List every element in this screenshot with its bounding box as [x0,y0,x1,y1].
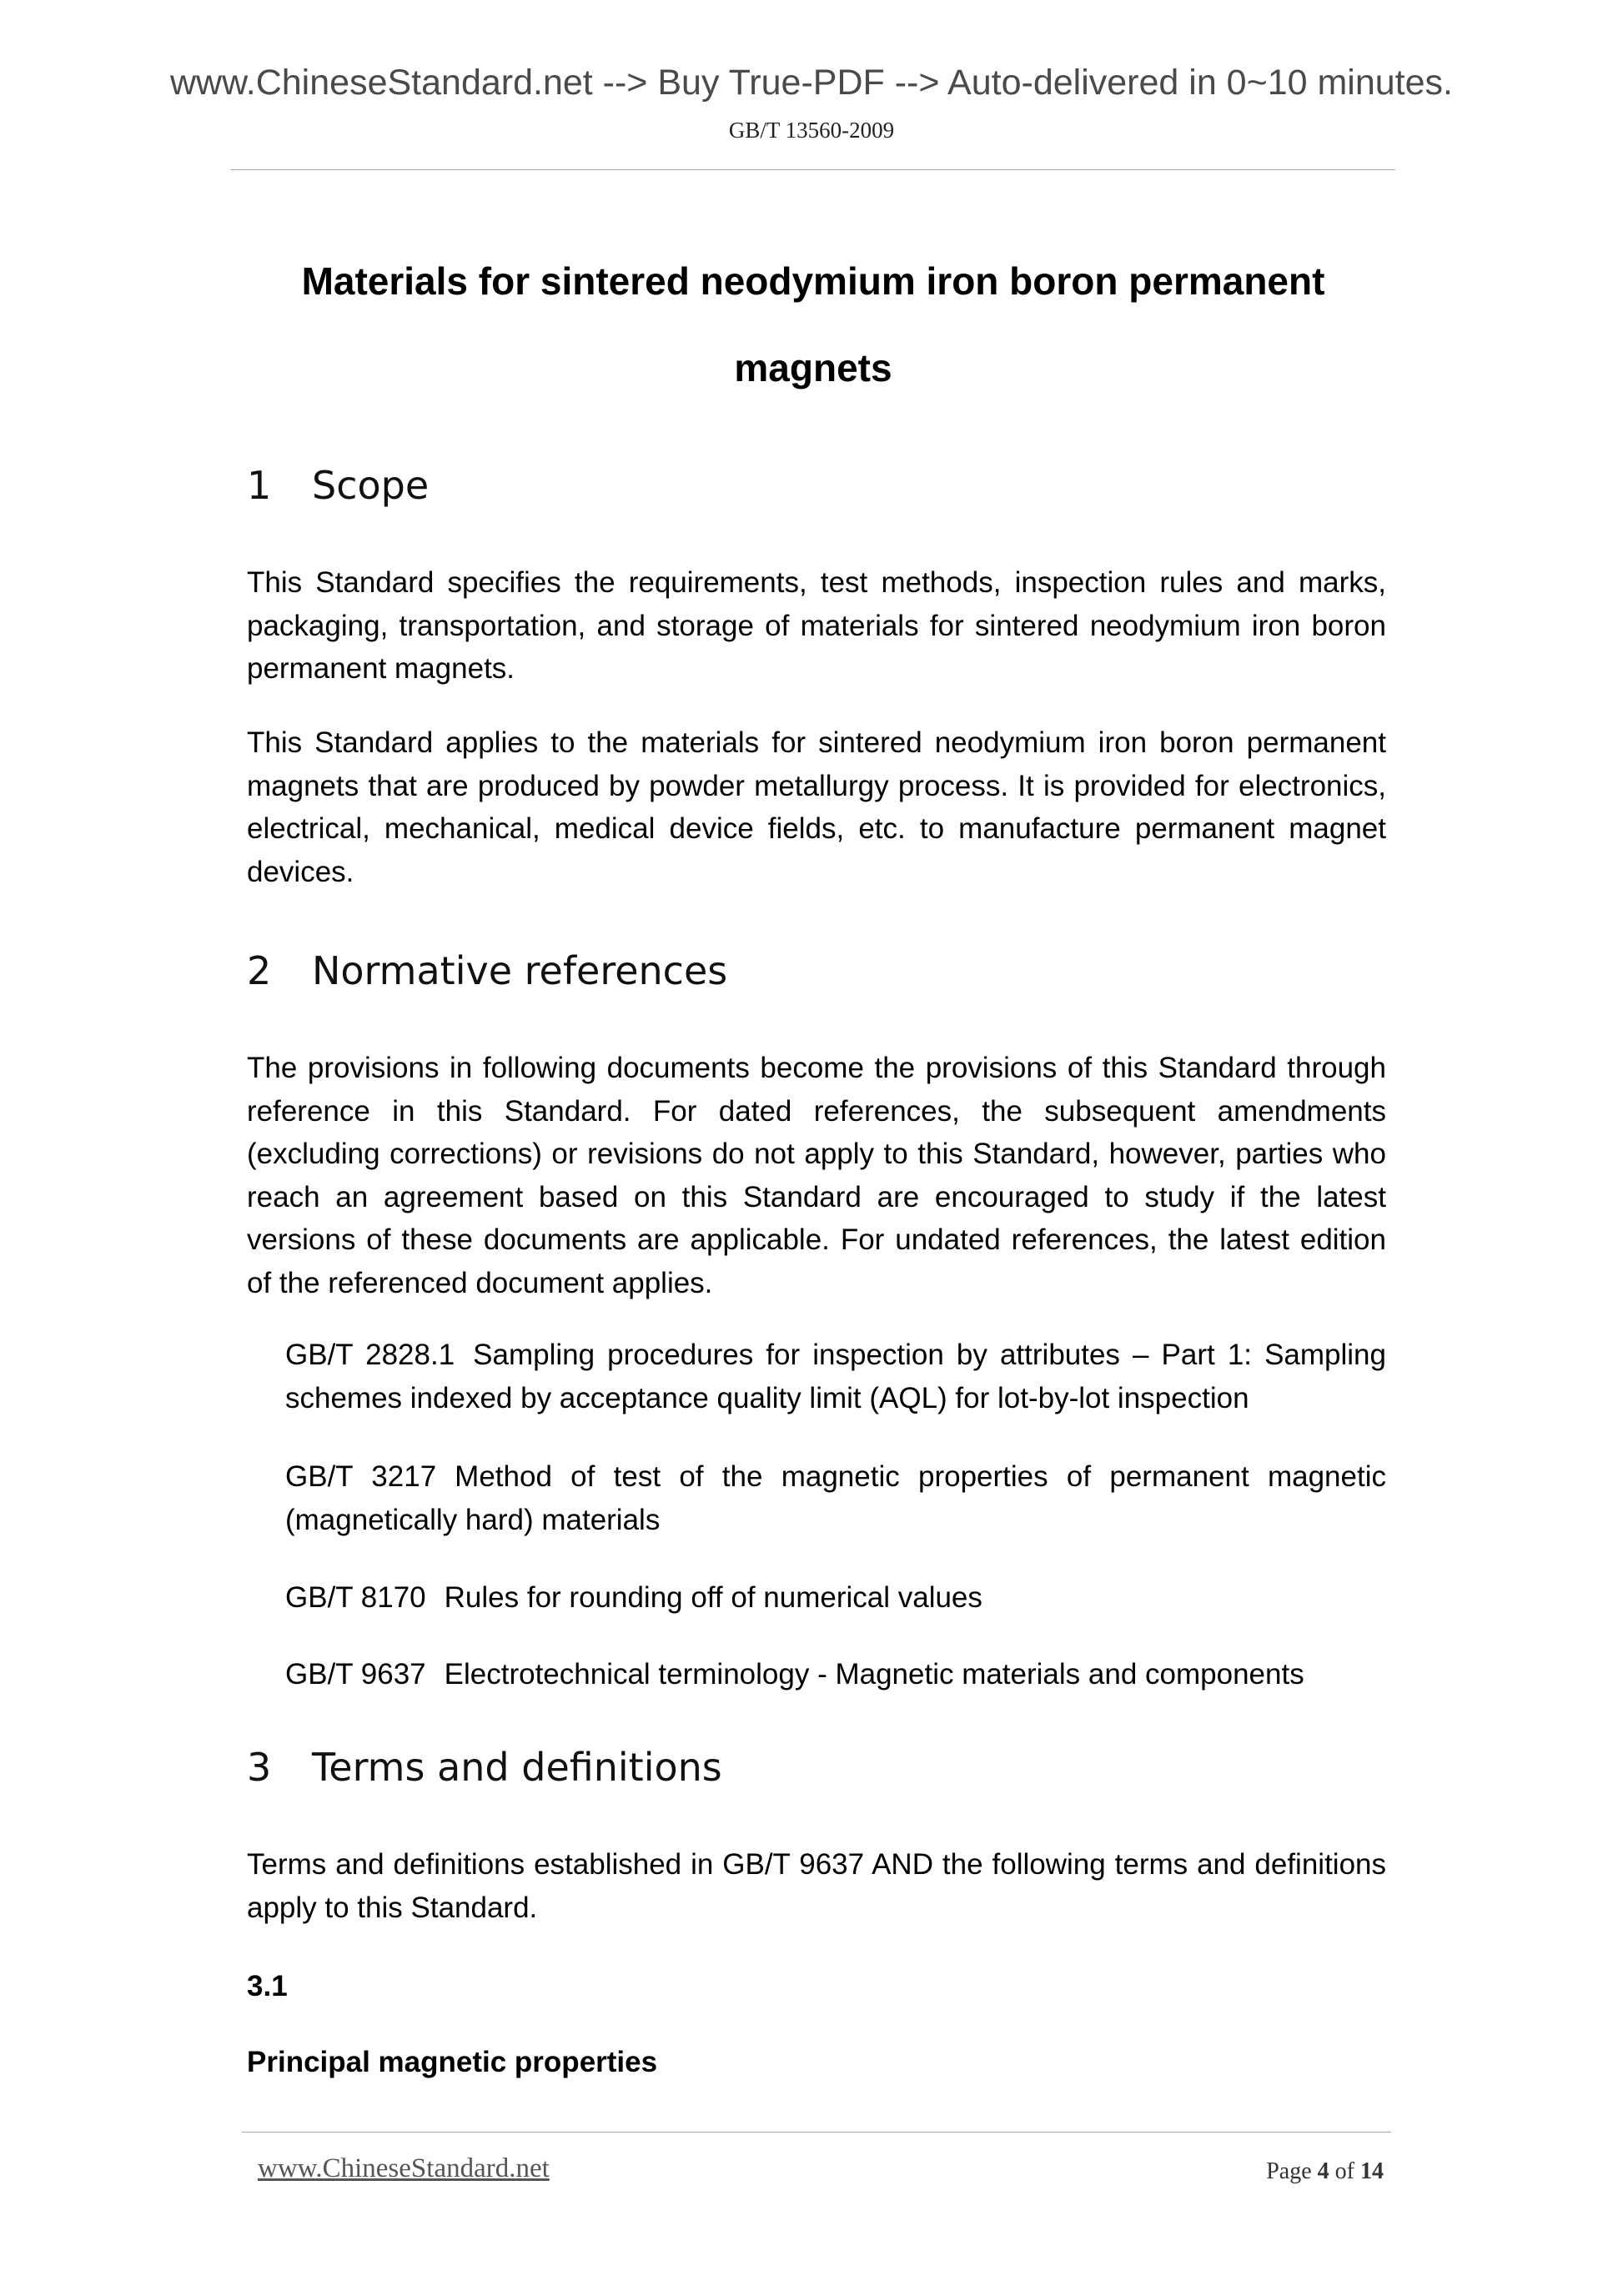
scope-paragraph-1: This Standard specifies the requirements, test methods, inspection rules and marks, packaging, transportation, and storage of materials for sintered neodymium iron boron permanent magnets. [247,566,1386,685]
section-heading-normative-references [247,948,728,993]
reference-item [285,1455,1386,1541]
reference-item [285,1576,1386,1620]
site-banner: www.ChineseStandard.net --> Buy True-PDF --> Auto-delivered in 0~10 minutes. [169,63,1453,103]
reference-title: Method of test of the magnetic properties of permanent magnetic (magnetically hard) materials [285,1460,1386,1536]
page-current: 4 [1317,2158,1329,2184]
footer-divider [242,2132,1391,2133]
page-indicator [1266,2160,1384,2183]
reference-title: Electrotechnical terminology - Magnetic materials and components [444,1658,1304,1691]
reference-code: GB/T 3217 [285,1460,437,1493]
reference-title: Rules for rounding off of numerical values [444,1581,982,1614]
subsection-term: Principal magnetic properties [247,2046,658,2078]
reference-code: GB/T 2828.1 [285,1339,455,1371]
subsection-number: 3.1 [247,1970,288,2002]
reference-code: GB/T 9637 [285,1658,426,1691]
document-title-line-2: magnets [734,346,892,389]
page-of: of [1334,2158,1354,2184]
section-heading-scope [247,463,430,508]
terms-paragraph: Terms and definitions established in GB/T 9637 AND the following terms and definitions apply to this Standard. [247,1848,1386,1924]
reference-title: Sampling procedures for inspection by attributes – Part 1: Sampling schemes indexed by acceptance quality limit (AQL) for lot-by-lot inspection [285,1339,1386,1414]
section-number: 3 [247,1745,272,1790]
normative-references-paragraph: The provisions in following documents become the provisions of this Standard through reference in this Standard. For dated references, the subsequent amendments (excluding corrections) or revisions do not apply to this Standard, however, parties who reach an agreement based on this Standard are encouraged to study if the latest versions of these documents are applicable. For undated references, the latest edition of the referenced document applies. [247,1052,1386,1299]
footer-site-link[interactable]: www.ChineseStandard.net [258,2153,550,2183]
section-number: 1 [247,463,272,508]
header-divider [231,169,1395,170]
reference-item [285,1334,1386,1419]
document-title-line-1: Materials for sintered neodymium iron boron permanent [301,259,1325,303]
page-label: Page [1266,2158,1312,2184]
section-heading-terms-and-definitions [247,1745,722,1790]
reference-code: GB/T 8170 [285,1581,426,1614]
section-title: Scope [312,463,430,508]
standard-id: GB/T 13560-2009 [728,118,895,143]
reference-item [285,1653,1386,1696]
section-title: Terms and definitions [312,1745,722,1790]
page-total: 14 [1360,2158,1384,2184]
section-number: 2 [247,948,272,993]
scope-paragraph-2: This Standard applies to the materials for sintered neodymium iron boron permanent magnets that are produced by powder metallurgy process. It is provided for electronics, electrical, mechanical, medical device fields, etc. to manufacture permanent magnet devices. [247,726,1386,888]
section-title: Normative references [312,948,728,993]
